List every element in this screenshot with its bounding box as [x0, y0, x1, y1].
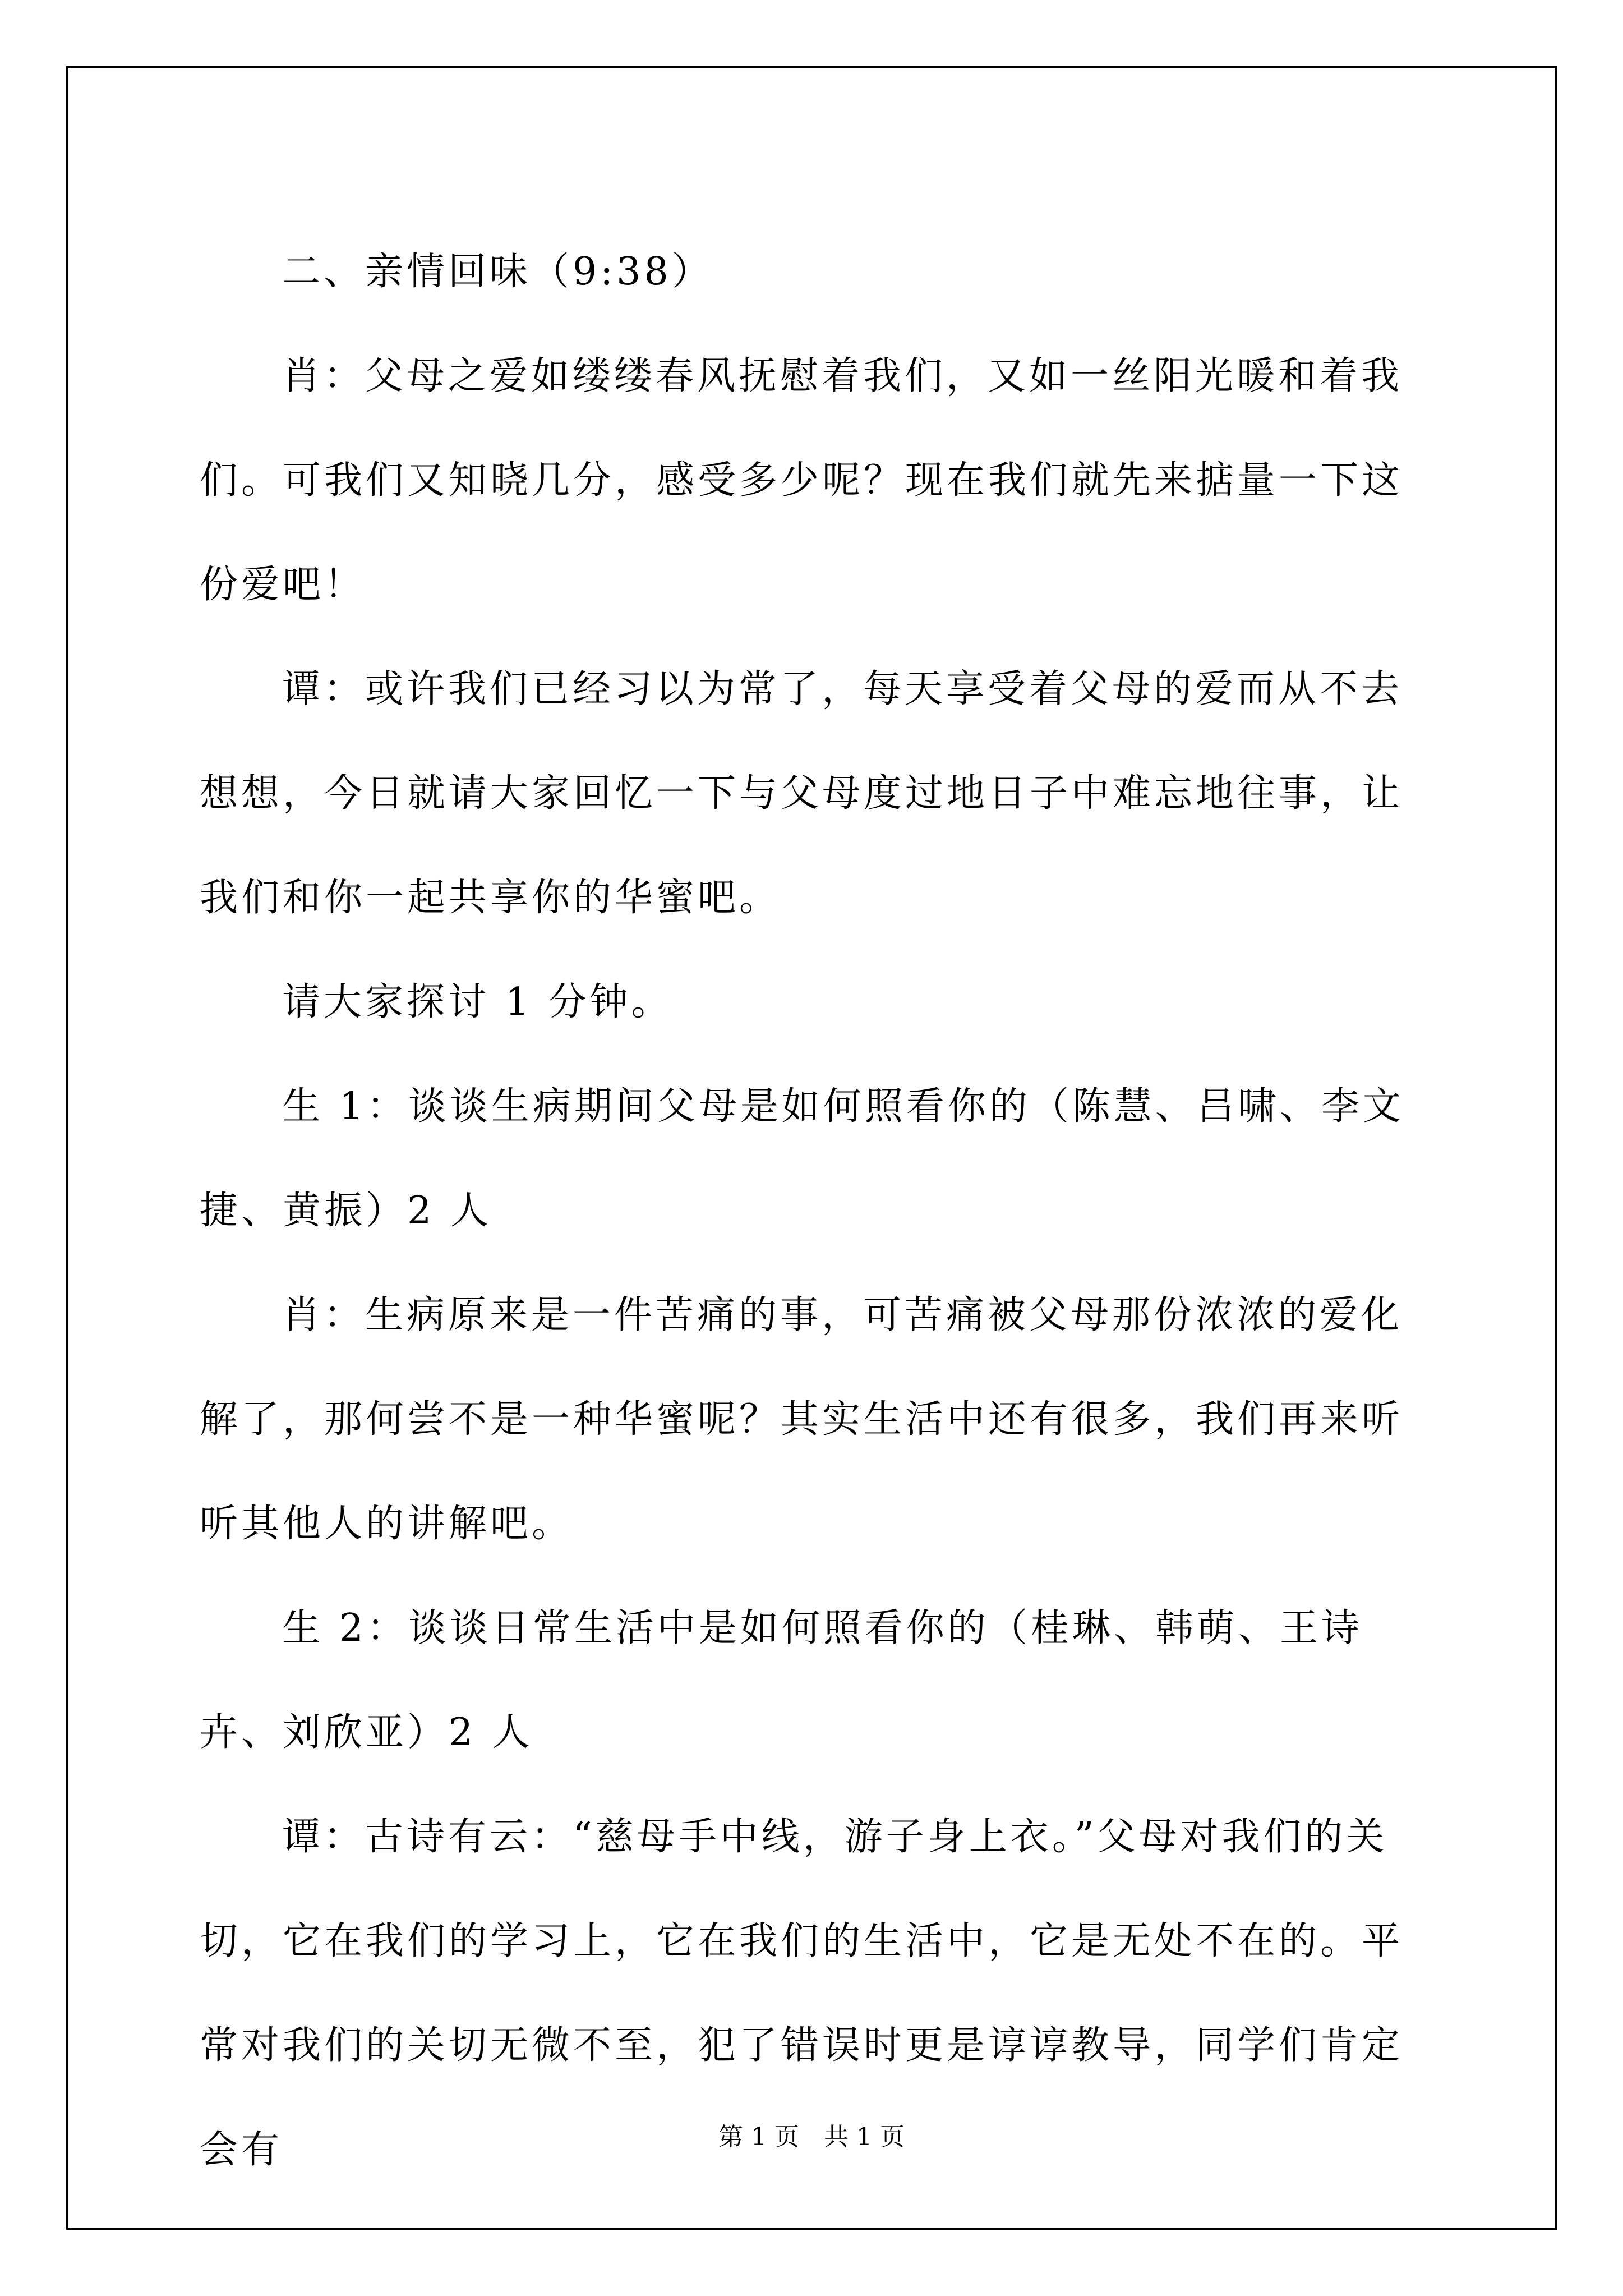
paragraph: 请大家探讨 1 分钟。: [282, 980, 673, 1024]
page-number: 第 1 页 共 1 页: [718, 2123, 905, 2151]
paragraph: 谭：古诗有云：“慈母手中线，游子身上衣。”父母对我们的关切，它在我们的学习上，它在我们的生活中，它是无处不在的。平常对我们的关切无微不至，犯了错误时更是谆谆教导，同学们肯定会有: [200, 1815, 1404, 2172]
document-body: [200, 220, 1431, 2202]
paragraph: 肖：父母之爱如缕缕春风抚慰着我们，又如一丝阳光暖和着我们。可我们又知晓几分，感受多少呢？现在我们就先来掂量一下这份爱吧！: [200, 354, 1404, 607]
paragraph: 肖：生病原来是一件苦痛的事，可苦痛被父母那份浓浓的爱化解了，那何尝不是一种华蜜呢？其实生活中还有很多，我们再来听听其他人的讲解吧。: [200, 1293, 1404, 1546]
paragraph: 生 1：谈谈生病期间父母是如何照看你的（陈慧、吕啸、李文捷、黄振）2 人: [200, 1084, 1404, 1233]
paragraph: 生 2：谈谈日常生活中是如何照看你的（桂琳、韩萌、王诗卉、刘欣亚）2 人: [200, 1606, 1363, 1755]
section-heading: 二、亲情回味（9:38）: [282, 250, 713, 294]
paragraph: 谭：或许我们已经习以为常了，每天享受着父母的爱而从不去想想，今日就请大家回忆一下与父母度过地日子中难忘地往事，让我们和你一起共享你的华蜜吧。: [200, 667, 1404, 920]
